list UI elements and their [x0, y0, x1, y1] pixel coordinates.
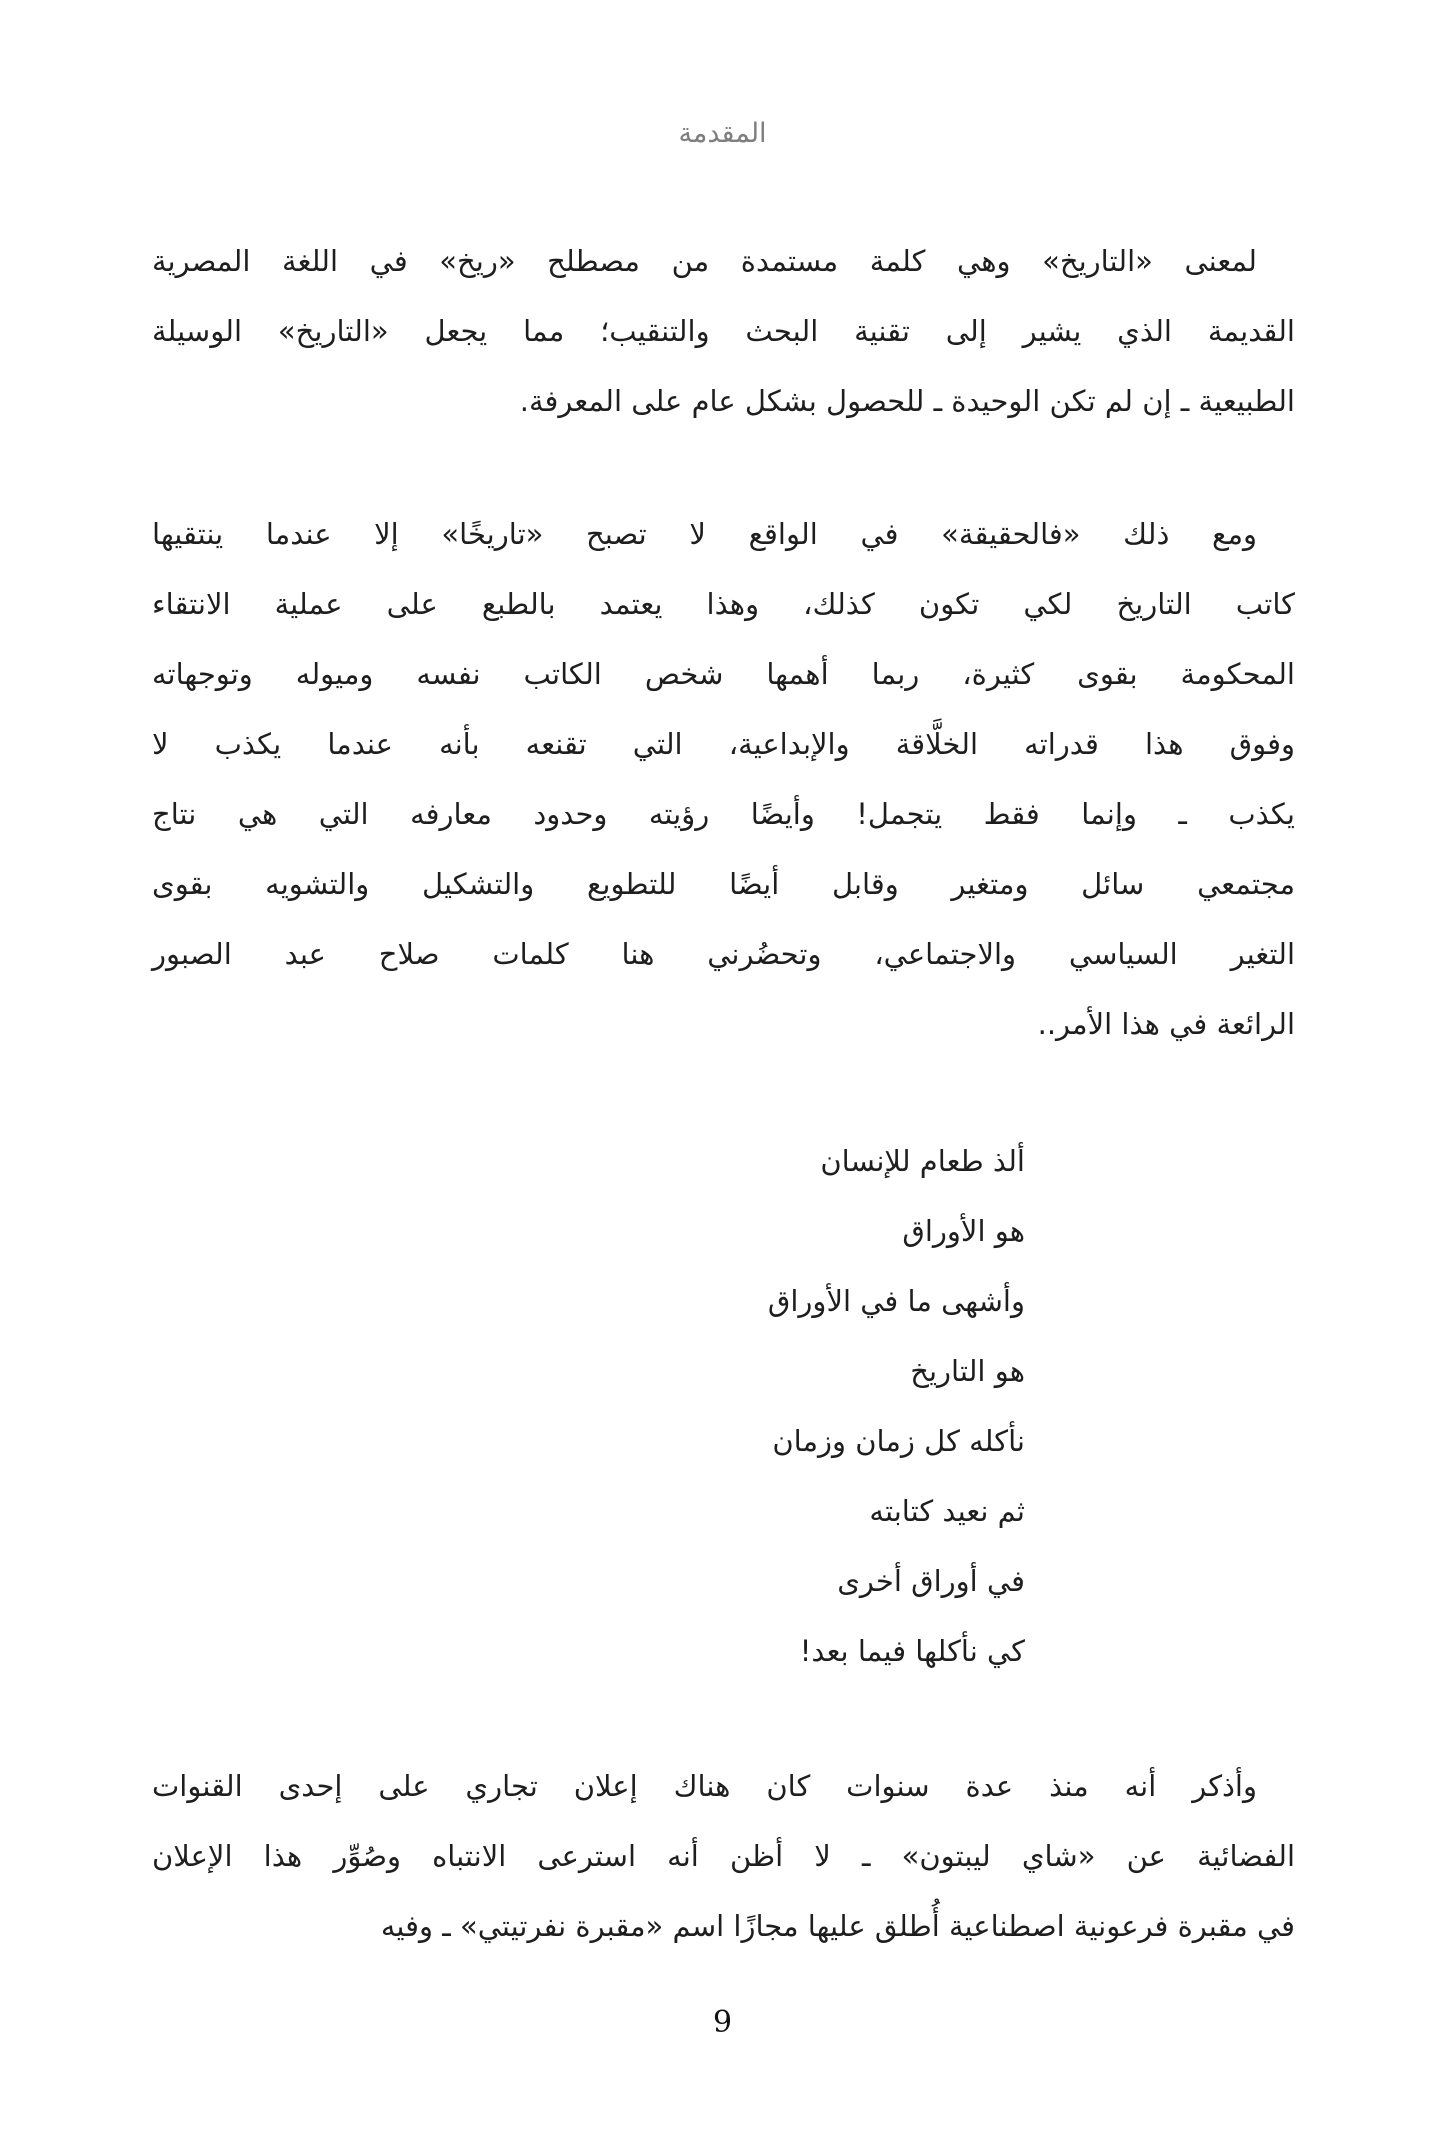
poem-line: كي نأكلها فيما بعد! [799, 1634, 1025, 1668]
text-line: لمعنى «التاريخ» وهي كلمة مستمدة من مصطلح «ريخ» في اللغة المصرية [152, 244, 1257, 278]
poem-block [152, 1126, 1295, 1686]
text-line: وفوق هذا قدراته الخلَّاقة والإبداعية، التي تقنعه بأنه عندما يكذب لا [152, 727, 1295, 761]
paragraph-1 [152, 226, 1295, 436]
text-line: في مقبرة فرعونية اصطناعية أُطلق عليها مجازًا اسم «مقبرة نفرتيتي» ـ وفيه [380, 1909, 1295, 1943]
text-line: الرائعة في هذا الأمر.. [1037, 1007, 1295, 1041]
text-line: مجتمعي سائل ومتغير وقابل أيضًا للتطويع والتشكيل والتشويه بقوى [152, 867, 1295, 901]
text-line: القديمة الذي يشير إلى تقنية البحث والتنقيب؛ مما يجعل «التاريخ» الوسيلة [152, 314, 1295, 348]
poem-line: هو الأوراق [902, 1214, 1025, 1248]
text-line: كاتب التاريخ لكي تكون كذلك، وهذا يعتمد بالطبع على عملية الانتقاء [152, 587, 1295, 621]
page-number: 9 [712, 2005, 733, 2040]
paragraph-2 [152, 499, 1295, 1059]
text-line: الطبيعية ـ إن لم تكن الوحيدة ـ للحصول بشكل عام على المعرفة. [519, 384, 1295, 418]
paragraph-3 [152, 1751, 1295, 1961]
poem-line: في أوراق أخرى [837, 1564, 1025, 1598]
poem-line: نأكله كل زمان وزمان [772, 1424, 1025, 1458]
poem-line: ثم نعيد كتابته [869, 1494, 1025, 1528]
text-line: المحكومة بقوى كثيرة، ربما أهمها شخص الكاتب نفسه وميوله وتوجهاته [152, 657, 1295, 691]
poem-line: وأشهى ما في الأوراق [767, 1284, 1025, 1318]
text-line: الفضائية عن «شاي ليبتون» ـ لا أظن أنه استرعى الانتباه وصُوِّر هذا الإعلان [152, 1839, 1295, 1873]
text-line: ومع ذلك «فالحقيقة» في الواقع لا تصبح «تاريخًا» إلا عندما ينتقيها [152, 517, 1257, 551]
text-line: وأذكر أنه منذ عدة سنوات كان هناك إعلان تجاري على إحدى القنوات [152, 1769, 1257, 1803]
poem-line: هو التاريخ [910, 1354, 1025, 1388]
text-line: التغير السياسي والاجتماعي، وتحضُرني هنا كلمات صلاح عبد الصبور [152, 937, 1295, 971]
poem-line: ألذ طعام للإنسان [820, 1144, 1025, 1178]
text-line: يكذب ـ وإنما فقط يتجمل! وأيضًا رؤيته وحدود معارفه التي هي نتاج [152, 797, 1295, 831]
chapter-title: المقدمة [678, 118, 767, 149]
